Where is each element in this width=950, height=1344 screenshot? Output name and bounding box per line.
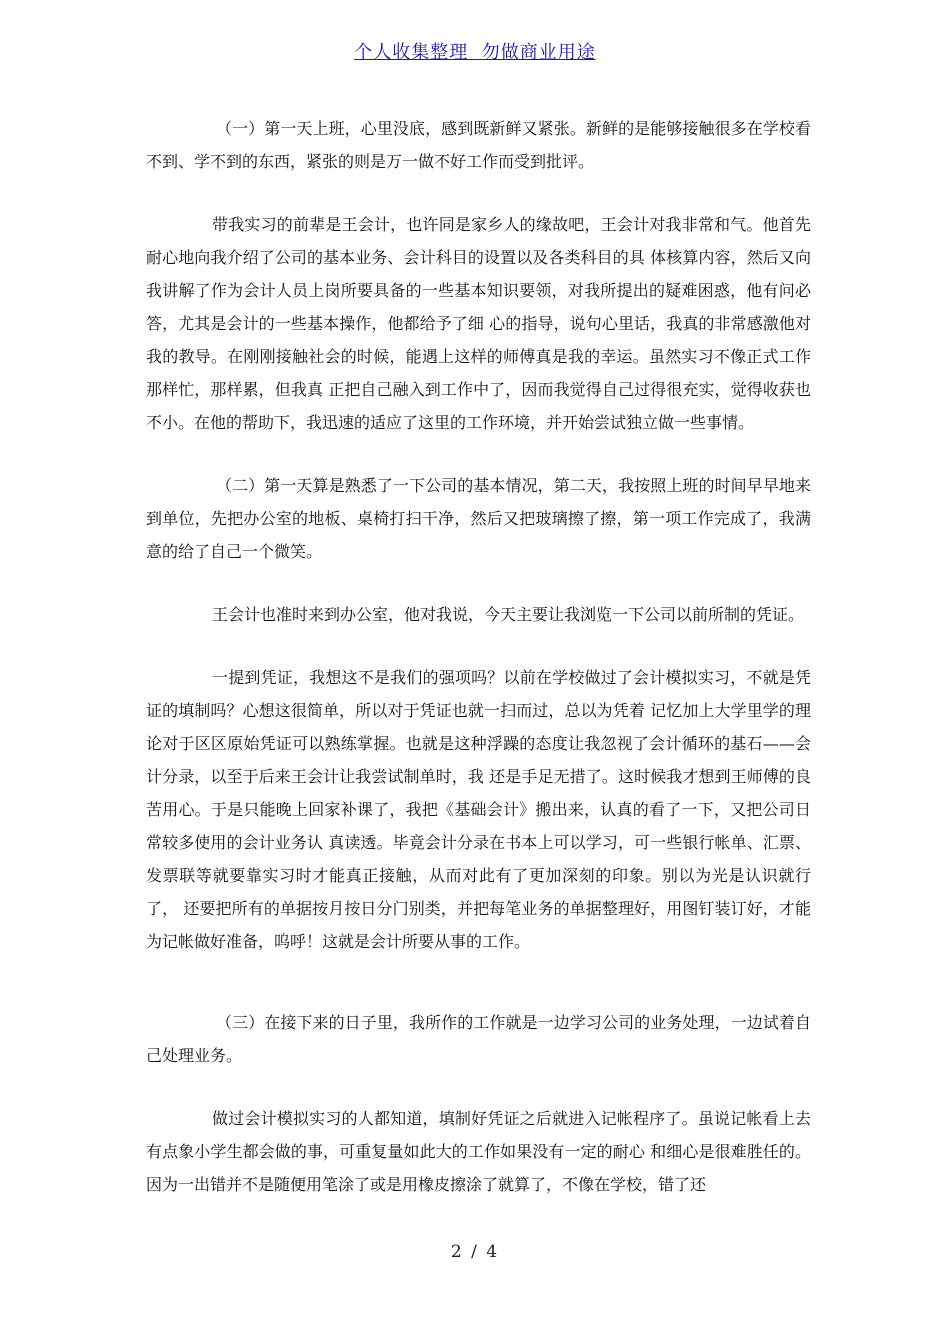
paragraph-6: （三）在接下来的日子里，我所作的工作就是一边学习公司的业务处理，一边试着自己处理业务。 xyxy=(146,1013,811,1065)
document-body xyxy=(146,112,811,1231)
page-header: 个人收集整理 勿做商业用途 xyxy=(354,42,596,63)
paragraph-4: 王会计也准时来到办公室，他对我说，今天主要让我浏览一下公司以前所制的凭证。 xyxy=(212,605,805,624)
paragraph-3: （二）第一天算是熟悉了一下公司的基本情况，第二天，我按照上班的时间早早地来到单位，先把办公室的地板、桌椅打扫干净，然后又把玻璃擦了擦，第一项工作完成了，我满意的给了自己一个微笑。 xyxy=(146,476,811,561)
paragraph-2: 带我实习的前辈是王会计，也许同是家乡人的缘故吧，王会计对我非常和气。他首先耐心地向我介绍了公司的基本业务、会计科目的设置以及各类科目的具 体核算内容，然后又向我讲解了作为会计人员上岗所要具备的一些基本知识要领，对我所提出的疑难困惑，他有问必答，尤其是会计的一些基本操作，他都给予了细 心的指导，说句心里话，我真的非常感激他对我的教导。在刚刚接触社会的时候，能遇上这样的师傅真是我的幸运。虽然实习不像正式工作那样忙，那样累，但我真 正把自己融入到工作中了，因而我觉得自己过得很充实，觉得收获也不小。在他的帮助下，我迅速的适应了这里的工作环境，并开始尝试独立做一些事情。 xyxy=(146,215,811,432)
page-number: 2 / 4 xyxy=(450,1242,500,1262)
paragraph-1: （一）第一天上班，心里没底，感到既新鲜又紧张。新鲜的是能够接触很多在学校看不到、学不到的东西，紧张的则是万一做不好工作而受到批评。 xyxy=(146,119,811,171)
paragraph-7: 做过会计模拟实习的人都知道，填制好凭证之后就进入记帐程序了。虽说记帐看上去有点象小学生都会做的事，可重复量如此大的工作如果没有一定的耐心 和细心是很难胜任的。因为一出错并不是随便用笔涂了或是用橡皮擦涂了就算了，不像在学校，错了还 xyxy=(146,1109,811,1194)
paragraph-5: 一提到凭证，我想这不是我们的强项吗？以前在学校做过了会计模拟实习，不就是凭证的填制吗？心想这很简单，所以对于凭证也就一扫而过，总以为凭着 记忆加上大学里学的理论对于区区原始凭证可以熟练掌握。也就是这种浮躁的态度让我忽视了会计循环的基石——会计分录，以至于后来王会计让我尝试制单时，我 还是手足无措了。这时候我才想到王师傅的良苦用心。于是只能晚上回家补课了，我把《基础会计》搬出来，认真的看了一下，又把公司日常较多使用的会计业务认 真读透。毕竟会计分录在书本上可以学习，可一些银行帐单、汇票、发票联等就要靠实习时才能真正接触，从而对此有了更加深刻的印象。别以为光是认识就行了， 还要把所有的单据按月按日分门别类，并把每笔业务的单据整理好，用图钉装订好，才能为记帐做好准备，呜呼！这就是会计所要从事的工作。 xyxy=(146,668,811,951)
